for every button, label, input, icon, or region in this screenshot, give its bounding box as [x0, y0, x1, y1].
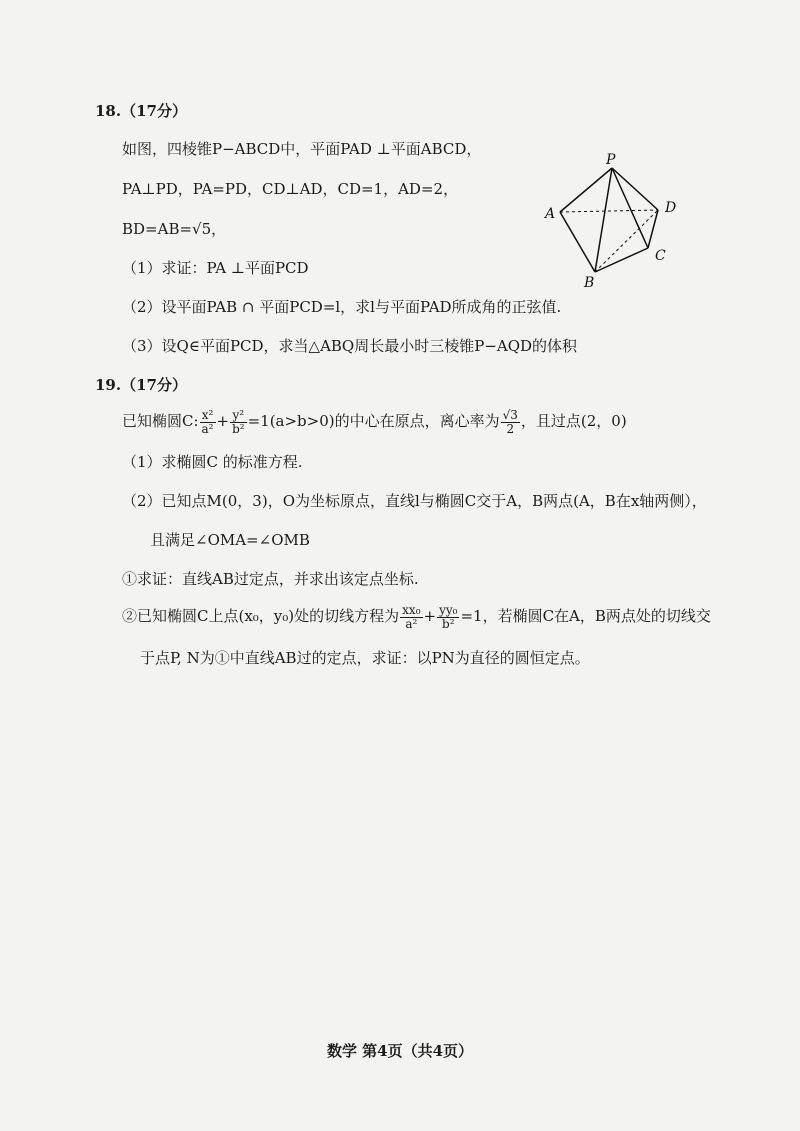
q19-sub-2 [122, 600, 711, 632]
q19-sub-1: ①求证：直线AB过定点，并求出该定点坐标. [122, 570, 419, 588]
edge-cd [648, 210, 658, 248]
frac-num: √3 [502, 407, 518, 422]
q18-line-1: 如图，四棱锥P−ABCD中，平面PAD ⊥平面ABCD， [122, 140, 482, 158]
fraction-yy0-b2 [437, 604, 459, 631]
q18-part-3: （3）设Q∈平面PCD，求当△ABQ周长最小时三棱锥P−AQD的体积 [122, 337, 578, 355]
fraction-x2-a2 [200, 409, 216, 436]
question-19-header: 19.（17分） [95, 376, 187, 394]
page-footer: 数学 第4页（共4页） [326, 1042, 474, 1060]
sub2-intro-text: ②已知椭圆C上点(x₀，y₀)处的切线方程为 [122, 607, 400, 625]
frac-num: xx₀ [402, 602, 421, 617]
q19-intro-text: 已知椭圆C: [122, 412, 199, 430]
q19-post-text: ，且过点(2，0) [520, 412, 627, 430]
frac-den: b² [232, 421, 245, 436]
edge-pa [560, 168, 612, 212]
label-d: D [665, 200, 677, 216]
label-c: C [655, 248, 666, 264]
q19-part-2: （2）已知点M(0，3)，O为坐标原点，直线l与椭圆C交于A，B两点(A，B在x轴两侧）， [122, 492, 707, 510]
edge-bc [595, 248, 648, 272]
question-18-header: 18.（17分） [95, 102, 187, 120]
label-b: B [584, 275, 595, 290]
label-p: P [606, 152, 616, 168]
frac-num: y² [230, 409, 247, 423]
pyramid-figure [540, 150, 700, 290]
edge-bd-hidden [595, 210, 658, 272]
fraction-sqrt3-2 [501, 409, 520, 436]
fraction-y2-b2 [230, 409, 247, 436]
frac-den: a² [405, 616, 418, 631]
frac-den: b² [442, 616, 455, 631]
edge-pb [595, 168, 612, 272]
q19-sub-2-cont: 于点P, N为①中直线AB过的定点，求证：以PN为直径的圆恒定点。 [140, 649, 590, 667]
frac-num: yy₀ [439, 602, 458, 617]
edge-ab [560, 212, 595, 272]
q18-line-3: BD=AB=√5， [122, 220, 227, 238]
q19-part-2-cont: 且满足∠OMA=∠OMB [150, 531, 310, 549]
sub2-post-text: =1，若椭圆C在A，B两点处的切线交 [460, 607, 711, 625]
edge-pc [612, 168, 648, 248]
label-a: A [545, 206, 556, 222]
frac-num: x² [200, 409, 216, 423]
q19-mid-text: =1(a>b>0)的中心在原点，离心率为 [247, 412, 500, 430]
frac-den: 2 [506, 421, 515, 436]
plus-sign: + [423, 607, 437, 625]
q18-part-2: （2）设平面PAB ∩ 平面PCD=l，求l与平面PAD所成角的正弦值. [122, 298, 562, 316]
q18-line-2: PA⊥PD，PA=PD，CD⊥AD，CD=1，AD=2， [122, 180, 459, 198]
q19-part-1: （1）求椭圆C 的标准方程. [122, 453, 303, 471]
plus-sign: + [216, 412, 230, 430]
edge-pd [612, 168, 658, 210]
fraction-xx0-a2 [400, 604, 422, 631]
q19-line-1 [122, 406, 627, 436]
q18-part-1: （1）求证：PA ⊥平面PCD [122, 259, 309, 277]
edge-ad-hidden [560, 210, 658, 212]
frac-den: a² [201, 421, 214, 436]
